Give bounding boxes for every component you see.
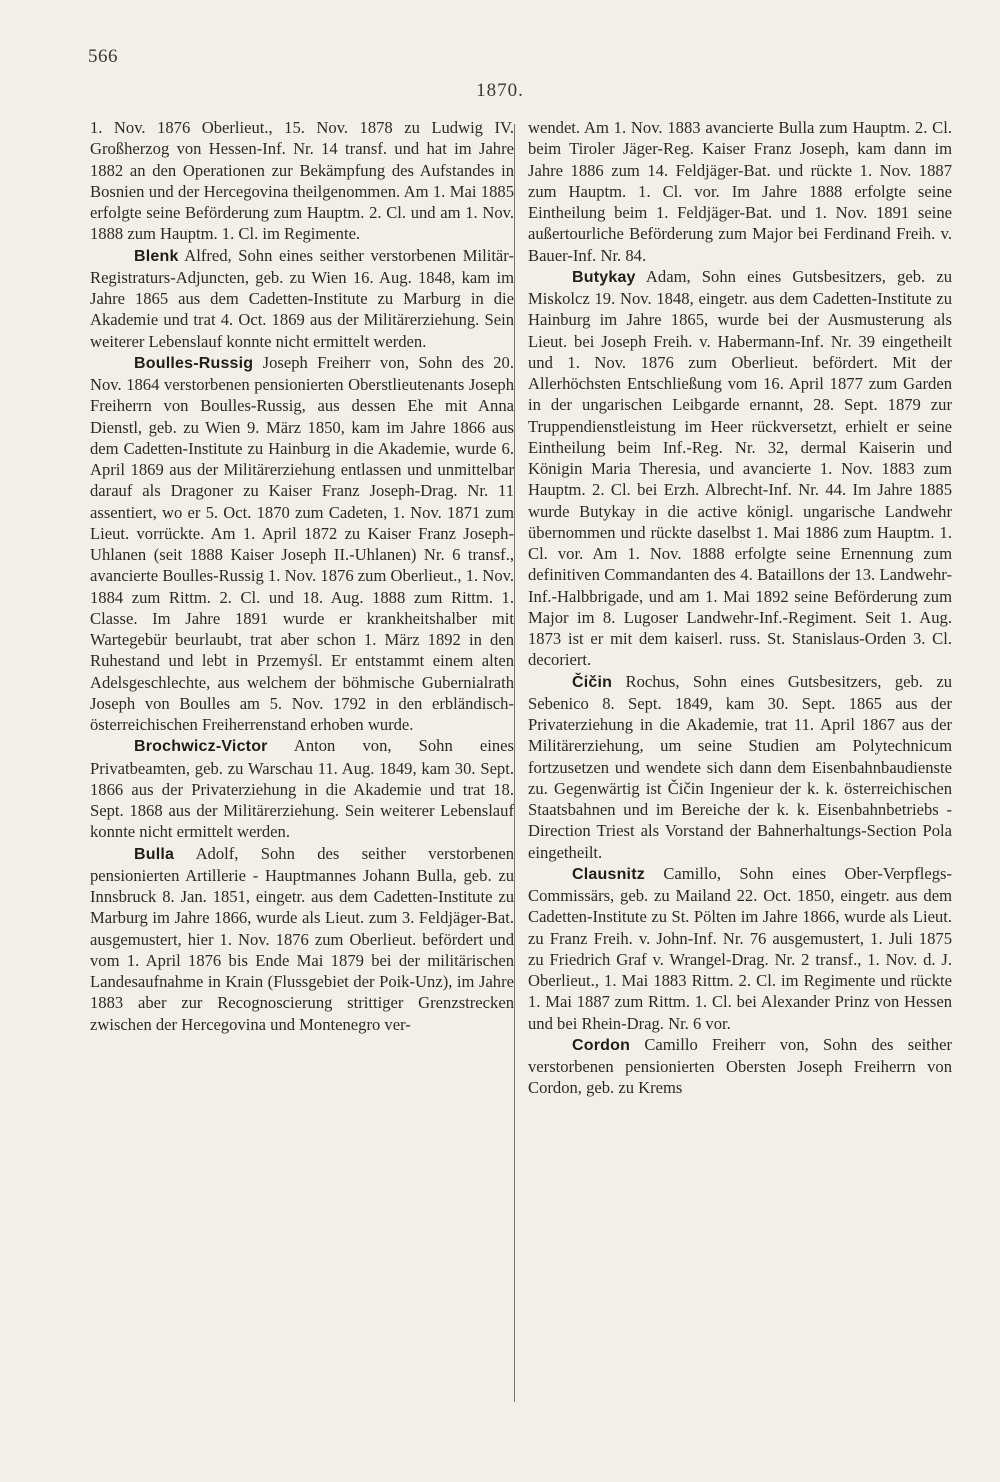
entry-text: Anton von, Sohn eines Privatbeamten, geb. zu Warschau 11. Aug. 1849, kam 30. Sept. 1866 aus der Privaterziehung in die Akademie und trat 18. Sept. 1868 aus der Militärerziehung. Sein weiterer Lebenslauf konnte nicht ermittelt werden. — [90, 736, 515, 842]
entry-blenk — [90, 245, 514, 352]
entry-clausnitz — [528, 863, 952, 1034]
entry-name: Butykay — [572, 268, 636, 286]
left-paragraph-continuation — [90, 117, 514, 245]
entry-name: Bulla — [134, 845, 175, 863]
entry-cicin — [528, 671, 952, 863]
entry-text: Adolf, Sohn des seither verstorbenen pensionierten Artillerie - Hauptmannes Johann Bulla, geb. zu Innsbruck 8. Jan. 1851, eingetr. aus dem Cadetten-Institute zu Marburg im Jahre 1866, wurde als Lieut. zum 3. Feldjäger-Bat. ausgemustert, hier 1. Nov. 1876 zum Oberlieut. befördert und vom 1. April 1876 bis Ende Mai 1879 bei der militärischen Landesaufnahme in Krain (Flussgebiet der Poik-Unz), im Jahre 1883 aber zur Recognoscierung strittiger Grenzstrecken zwischen der Hercegovina und Montenegro ver- — [90, 843, 514, 1034]
entry-text: Adam, Sohn eines Gutsbesitzers, geb. zu Miskolcz 19. Nov. 1848, eingetr. aus dem Cadetten-Institute zu Hainburg im Jahre 1865, wurde bei der Ausmusterung als Lieut. bei Joseph Freih. v. Habermann-Inf. Nr. 39 eingetheilt und 1. Nov. 1876 zum Oberlieut. befördert. Mit der Allerhöchsten Entschließung vom 16. April 1877 zum Garden in der ungarischen Leibgarde ernannt, 28. Sept. 1879 zur Truppendienstleistung im Heer rückversetzt, erhielt er seine Eintheilung beim Inf.-Reg. Nr. 32, dermal Kaiserin und Königin Maria Theresia, und avancierte 1. Nov. 1883 zum Hauptm. 2. Cl. bei Erzh. Albrecht-Inf. Nr. 44. Im Jahre 1885 wurde Butykay in die active königl. ungarische Landwehr übernommen und rückte daselbst 1. Mai 1886 zum Hauptm. 1. Cl. vor. Am 1. Nov. 1888 erfolgte seine Ernennung zum definitiven Commandanten des 4. Bataillons der 13. Landwehr-Inf.-Halbbrigade, und am 1. Mai 1892 seine Beförderung zum Major im 8. Lugoser Landwehr-Inf.-Regiment. Seit 1. Aug. 1873 ist er mit dem kaiserl. russ. St. Stanislaus-Orden 3. Cl. decoriert. — [528, 266, 953, 670]
entry-text: Rochus, Sohn eines Gutsbesitzers, geb. zu Sebenico 8. Sept. 1849, kam 30. Sept. 1865 aus der Privaterziehung in die Akademie, trat 11. April 1867 aus der Militärerziehung, um seine Studien am Polytechnicum fortzusetzen und wendete sich dann dem Eisenbahnbaudienste zu. Gegenwärtig ist Čičin Ingenieur der k. k. österreichischen Staatsbahnen und im Bereiche der k. k. Eisenbahnbetriebs - Direction Triest als Vorstand der Bahnerhaltungs-Section Pola eingetheilt. — [528, 671, 952, 862]
right-paragraph-continuation — [528, 117, 952, 266]
left-column — [90, 117, 514, 1035]
entry-name: Brochwicz-Victor — [134, 738, 268, 756]
entry-text: wendet. Am 1. Nov. 1883 avancierte Bulla zum Hauptm. 2. Cl. beim Tiroler Jäger-Reg. Kaiser Franz Joseph, kam dann im Jahre 1886 zum 14. Feldjäger-Bat. und rückte 1. Nov. 1887 zum Hauptm. 1. Cl. vor. Im Jahre 1888 erfolgte seine Eintheilung beim 1. Feldjäger-Bat. und 1. Nov. 1891 seine außertourliche Beförderung zum Major bei Ferdinand Freih. v. Bauer-Inf. Nr. 84. — [528, 118, 952, 265]
entry-name: Boulles-Russig — [134, 354, 254, 372]
entry-name: Blenk — [134, 247, 179, 265]
entry-text: Camillo Freiherr von, Sohn des seither verstorbenen pensionierten Obersten Joseph Freiherrn von Cordon, geb. zu Krems — [528, 1034, 952, 1098]
entry-brochwicz-victor — [90, 735, 514, 842]
entry-name: Čičin — [572, 673, 613, 691]
page-number: 566 — [88, 46, 118, 67]
entry-text: Alfred, Sohn eines seither verstorbenen Militär-Registraturs-Adjuncten, geb. zu Wien 16. Aug. 1848, kam im Jahre 1865 aus dem Cadetten-Institute zu Marburg in die Akademie und trat 4. Oct. 1869 aus der Militärerziehung. Sein weiterer Lebenslauf konnte nicht ermittelt werden. — [90, 245, 515, 351]
entry-text: Joseph Freiherr von, Sohn des 20. Nov. 1864 verstorbenen pensionierten Oberstlieutenants Joseph Freiherrn von Boulles-Russig, aus dessen Ehe mit Anna Dienstl, geb. zu Wien 9. März 1850, kam im Jahre 1866 aus dem Cadetten-Institute zu Hainburg in die Akademie, wurde 6. April 1869 aus der Militärerziehung entlassen und unmittelbar darauf als Dragoner zu Kaiser Franz Joseph-Drag. Nr. 11 assentiert, wo er 5. Oct. 1870 zum Cadeten, 1. Nov. 1871 zum Lieut. vorrückte. Am 1. April 1872 zu Kaiser Franz Joseph-Uhlanen (seit 1888 Kaiser Joseph II.-Uhlanen) Nr. 6 transf., avancierte Boulles-Russig 1. Nov. 1876 zum Oberlieut., 1. Nov. 1884 zum Rittm. 2. Cl. und 18. Aug. 1888 zum Rittm. 1. Classe. Im Jahre 1891 wurde er krankheitshalber mit Wartegebür beurlaubt, trat aber schon 1. März 1892 in den Ruhestand und lebt in Przemyśl. Er entstammt einem alten Adelsgeschlechte, aus welchem der böhmische Gubernialrath Joseph von Boulles am 5. Nov. 1792 in den erbländisch-österreichischen Freiherrenstand erhoben wurde. — [90, 352, 514, 734]
column-divider — [514, 124, 515, 1402]
entry-boulles-russig — [90, 352, 514, 736]
right-column — [528, 117, 952, 1099]
entry-name: Clausnitz — [572, 865, 645, 883]
entry-butykay — [528, 266, 952, 671]
entry-bulla — [90, 843, 514, 1035]
entry-name: Cordon — [572, 1036, 631, 1054]
entry-text: 1. Nov. 1876 Oberlieut., 15. Nov. 1878 zu Ludwig IV. Großherzog von Hessen-Inf. Nr. 14 transf. und hat im Jahre 1882 an den Operationen zur Bekämpfung des Aufstandes in Bosnien und der Hercegovina theilgenommen. Am 1. Mai 1885 erfolgte seine Beförderung zum Hauptm. 2. Cl. und am 1. Nov. 1888 zum Hauptm. 1. Cl. im Regimente. — [90, 118, 514, 244]
entry-text: Camillo, Sohn eines Ober-Verpflegs-Commissärs, geb. zu Mailand 22. Oct. 1850, eingetr. aus dem Cadetten-Institute zu St. Pölten im Jahre 1866, wurde als Lieut. zu Franz Freih. v. John-Inf. Nr. 76 ausgemustert, 1. Juli 1875 zu Friedrich Graf v. Wrangel-Drag. Nr. 2 transf., 1. Nov. d. J. Oberlieut., 1. Mai 1883 Rittm. 2. Cl. im Regimente und rückte 1. Mai 1887 zum Rittm. 1. Cl. bei Alexander Prinz von Hessen und bei Rhein-Drag. Nr. 6 vor. — [528, 863, 952, 1033]
year-header: 1870. — [476, 80, 524, 101]
entry-cordon — [528, 1034, 952, 1099]
